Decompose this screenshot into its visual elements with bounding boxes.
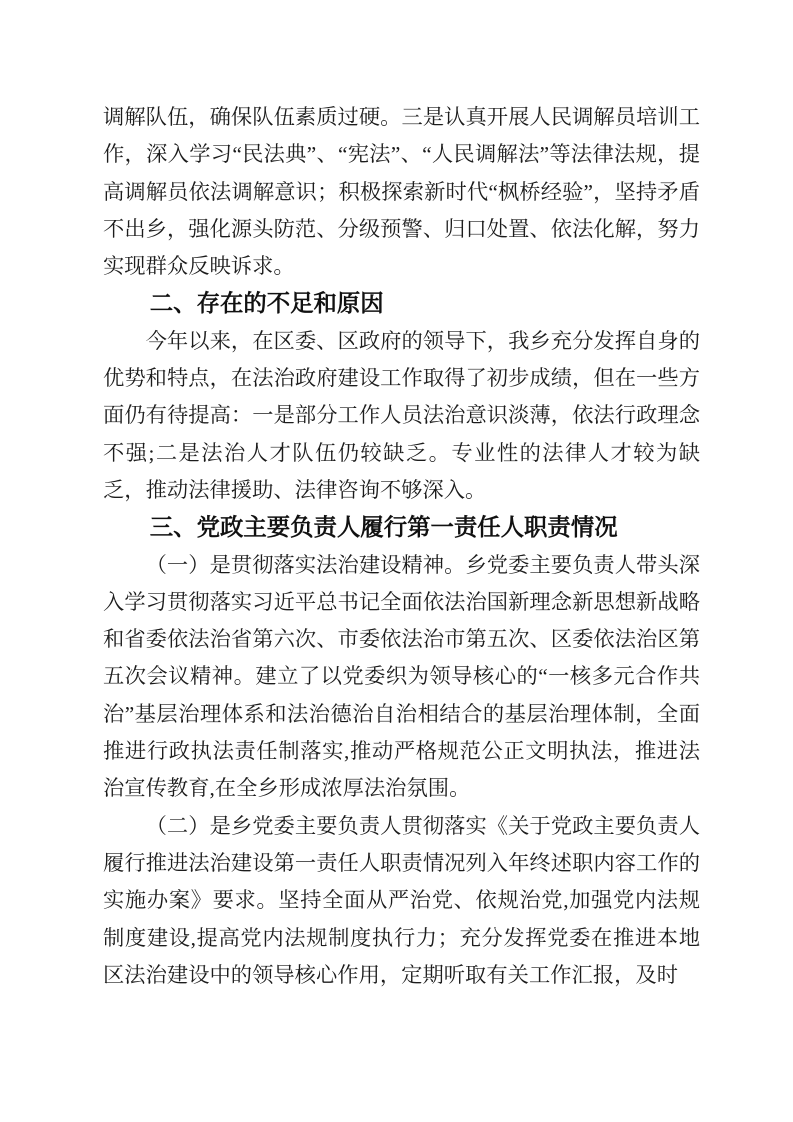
section-heading-2: 二、存在的不足和原因 — [149, 290, 384, 317]
paragraph: 今年以来，在区委、区政府的领导下，我乡充分发挥自身的优势和特点，在法治政府建设工作取得了初步成绩，但在一些方面仍有待提高：一是部分工作人员法治意识淡薄，依法行政理念不强;二是法治人才队伍仍较缺乏。专业性的法律人才较为缺乏，推动法律援助、法律咨询不够深入。 — [103, 328, 700, 502]
page-content — [103, 99, 700, 994]
paragraph-continued: 调解队伍，确保队伍素质过硬。三是认真开展人民调解员培训工作，深入学习“民法典”、“宪法”、“人民调解法”等法律法规，提高调解员依法调解意识；积极探索新时代“枫桥经验”，坚持矛盾不出乡，强化源头防范、分级预警、归口处置、依法化解，努力实现群众反映诉求。 — [103, 105, 700, 279]
paragraph: （一）是贯彻落实法治建设精神。乡党委主要负责人带头深入学习贯彻落实习近平总书记全面依法治国新理念新思想新战略和省委依法治省第六次、市委依法治市第五次、区委依法治区第五次会议精神。建立了以党委织为领导核心的“一核多元合作共治”基层治理体系和法治德治自治相结合的基层治理体制，全面推进行政执法责任制落实,推动严格规范公正文明执法，推进法治宣传教育,在全乡形成浓厚法治氛围。 — [103, 552, 700, 801]
paragraph: （二）是乡党委主要负责人贯彻落实《关于党政主要负责人履行推进法治建设第一责任人职责情况列入年终述职内容工作的实施办案》要求。坚持全面从严治党、依规治党,加强党内法规制度建设,提高党内法规制度执行力；充分发挥党委在推进本地区法治建设中的领导核心作用，定期听取有关工作汇报，及时 — [103, 813, 700, 987]
section-heading-3: 三、党政主要负责人履行第一责任人职责情况 — [149, 514, 618, 541]
